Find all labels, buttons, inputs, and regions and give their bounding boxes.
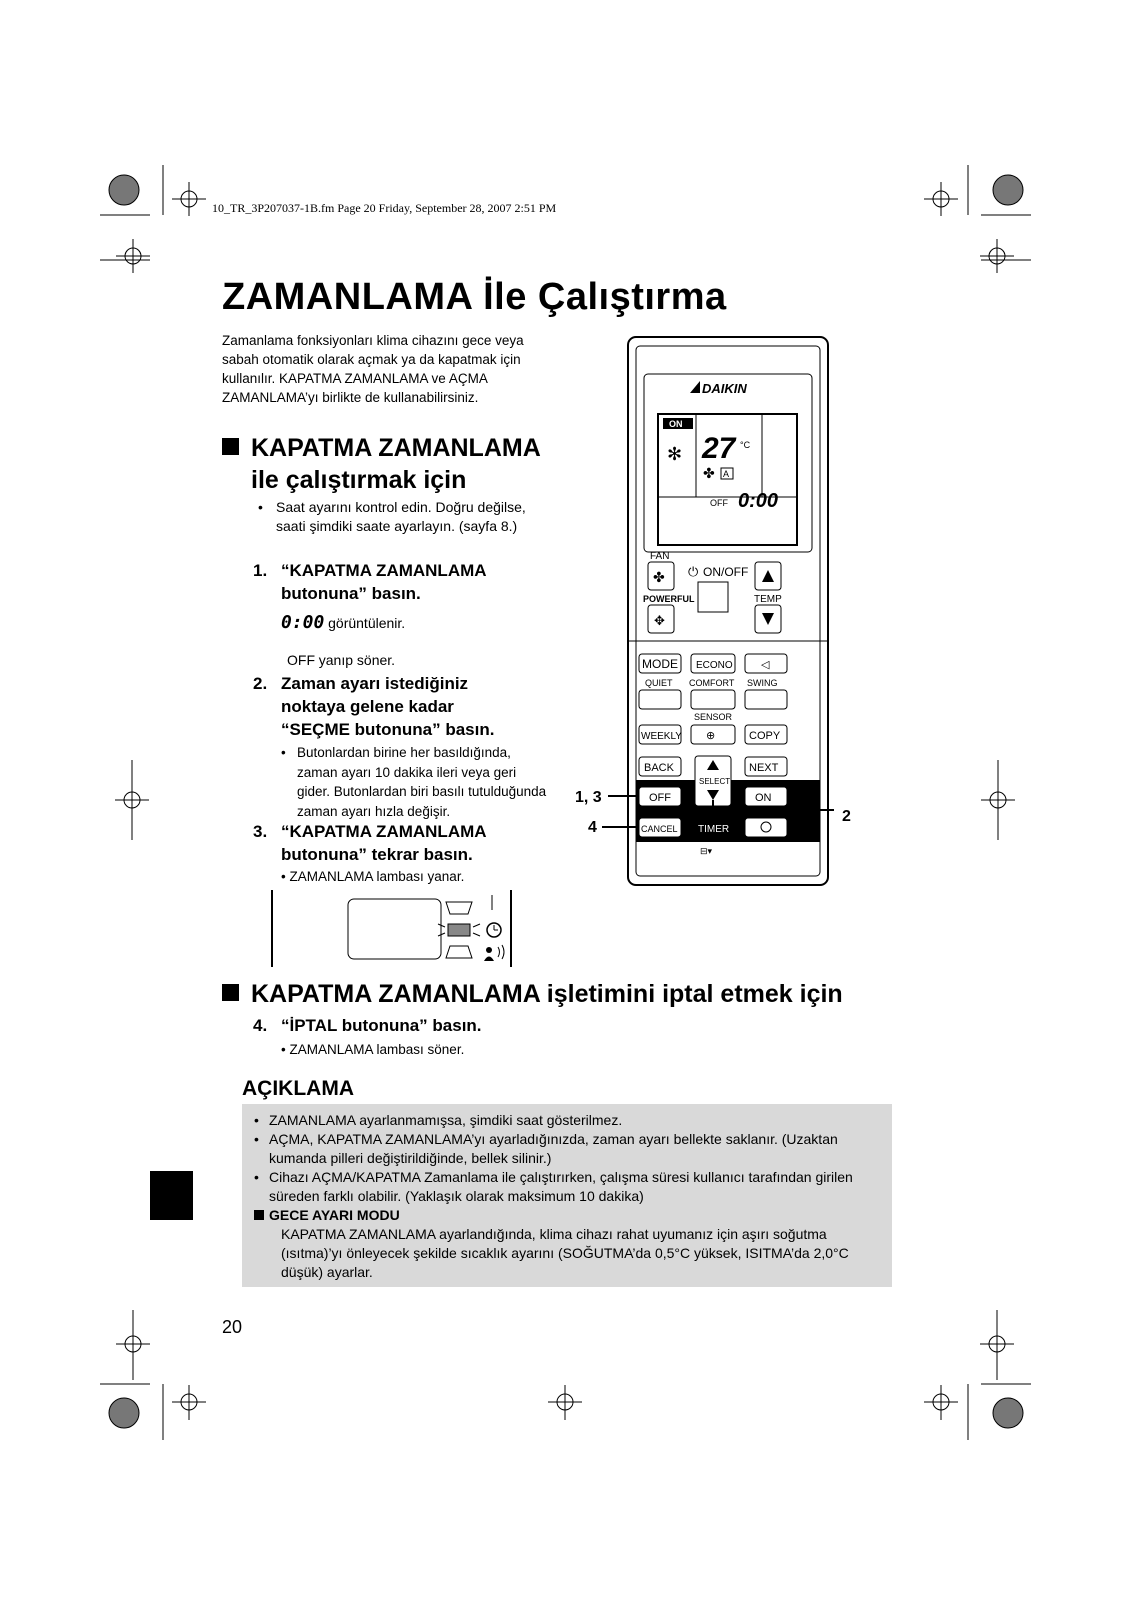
econo-button: ECONO — [696, 660, 733, 671]
snowflake-icon: ✻ — [667, 444, 683, 464]
fan-icon: ✤ — [703, 465, 715, 481]
off-blink-line: OFF yanıp söner. — [287, 652, 396, 668]
note-item: • AÇMA, KAPATMA ZAMANLAMA’yı ayarladığınızda, zaman ayarı bellekte saklanır. (Uzaktan kumanda pilleri değiştirildiğinde, bellek silinir.) — [254, 1131, 838, 1166]
section1-heading: KAPATMA ZAMANLAMA ile çalıştırmak için — [222, 432, 541, 496]
side-tab-block — [150, 1171, 193, 1220]
note-item: • ZAMANLAMA ayarlanmamışsa, şimdiki saat gösterilmez. — [254, 1112, 623, 1128]
step-3: 3. “KAPATMA ZAMANLAMA butonuna” tekrar basın. — [253, 822, 487, 864]
brand-logo: DAIKIN — [702, 381, 747, 396]
square-bullet-icon — [222, 984, 239, 1001]
lcd-fan-auto: A — [723, 469, 730, 479]
next-button: NEXT — [749, 762, 779, 774]
note-item: • Cihazı AÇMA/KAPATMA Zamanlama ile çalıştırırken, çalışma süresi kullanıcı tarafından girilen süreden farklı olabilir. (Yaklaşık olarak maksimum 10 dakika) — [254, 1169, 853, 1204]
step-4: 4. “İPTAL butonuna” basın. — [253, 1016, 482, 1035]
square-bullet-icon — [222, 438, 239, 455]
lcd-unit: °C — [740, 440, 751, 450]
lcd-timer-off: OFF — [710, 498, 728, 508]
gece-text: KAPATMA ZAMANLAMA ayarlandığında, klima cihazı rahat uyumanız için aşırı soğutma (ısıtma)’yı önleyecek şekilde sıcaklık ayarını (SOĞUTMA’da 0,5°C yüksek, ISITMA’da 2,0°C düşük) ayarlar. — [281, 1226, 849, 1280]
copy-button: COPY — [749, 730, 781, 742]
step-2: 2. Zaman ayarı istediğiniz noktaya gelene kadar “SEÇME butonuna” basın. — [253, 674, 495, 739]
display-time-line: 0:00 görüntülenir. — [281, 612, 406, 633]
powerful-icon: ✥ — [654, 613, 665, 628]
aciklama-heading: AÇIKLAMA — [242, 1077, 354, 1100]
intro-paragraph: Zamanlama fonksiyonları klima cihazını gece veya sabah otomatik olarak açmak ya da kapatmak için kullanılır. KAPATMA ZAMANLAMA ve AÇMA ZAMANLAMA’yı birlikte de kullanabilirsiniz. — [222, 333, 524, 405]
program-icon: ⊕ — [706, 730, 716, 742]
powerful-label: POWERFUL — [643, 594, 695, 604]
mode-button: MODE — [642, 657, 678, 671]
step-3-note: • ZAMANLAMA lambası yanar. — [281, 869, 465, 884]
remote-illustration — [572, 332, 862, 892]
step-4-note: • ZAMANLAMA lambası söner. — [281, 1042, 465, 1057]
note-box — [242, 1104, 892, 1287]
gece-heading: GECE AYARI MODU — [254, 1206, 879, 1225]
select-label: SELECT — [699, 777, 731, 786]
section1-bullet: • Saat ayarını kontrol edin. Doğru değilse, saati şimdiki saate ayarlayın. (sayfa 8.) — [258, 499, 526, 534]
timer-label: TIMER — [698, 824, 730, 835]
lcd-temp: 27 — [702, 432, 736, 465]
battery-icon: ⊟▾ — [700, 846, 713, 856]
page-number: 20 — [222, 1317, 243, 1337]
on-button: ON — [755, 792, 772, 804]
comfort-label: COMFORT — [689, 678, 735, 688]
back-button: BACK — [644, 762, 674, 774]
step-1: 1. “KAPATMA ZAMANLAMA butonuna” basın. — [253, 561, 487, 603]
display-time: 0:00 — [281, 612, 325, 633]
timer-lamp-illustration — [270, 890, 520, 970]
quiet-label: QUIET — [645, 678, 673, 688]
section2-heading: KAPATMA ZAMANLAMA işletimini iptal etmek için — [222, 978, 843, 1010]
file-header: 10_TR_3P207037-1B.fm Page 20 Friday, September 28, 2007 2:51 PM — [212, 201, 557, 215]
temp-label: TEMP — [754, 594, 782, 605]
fan-label: FAN — [650, 551, 670, 562]
lcd-timer-time: 0:00 — [738, 490, 779, 512]
swing-label: SWING — [747, 678, 778, 688]
onoff-label: ⏻ — [688, 564, 699, 579]
callout-1-3: 1, 3 — [575, 789, 602, 806]
weekly-button: WEEKLY — [641, 731, 682, 742]
onoff-text: ON/OFF — [703, 565, 749, 579]
quiet-icon: ◁ — [761, 659, 770, 671]
off-button: OFF — [649, 792, 671, 804]
fan-button-icon: ✤ — [653, 569, 665, 585]
callout-2: 2 — [842, 808, 851, 825]
step-2-note: • Butonlardan birine her basıldığında, zaman ayarı 10 dakika ileri veya geri gider. Butonlardan biri basılı tutulduğunda zaman ayarı hızla değişir. — [281, 745, 547, 819]
callout-4: 4 — [588, 819, 597, 836]
page-title: ZAMANLAMA İle Çalıştırma — [222, 276, 727, 318]
lcd-on-badge: ON — [669, 419, 683, 429]
sensor-label: SENSOR — [694, 712, 733, 722]
cancel-button: CANCEL — [641, 824, 678, 834]
